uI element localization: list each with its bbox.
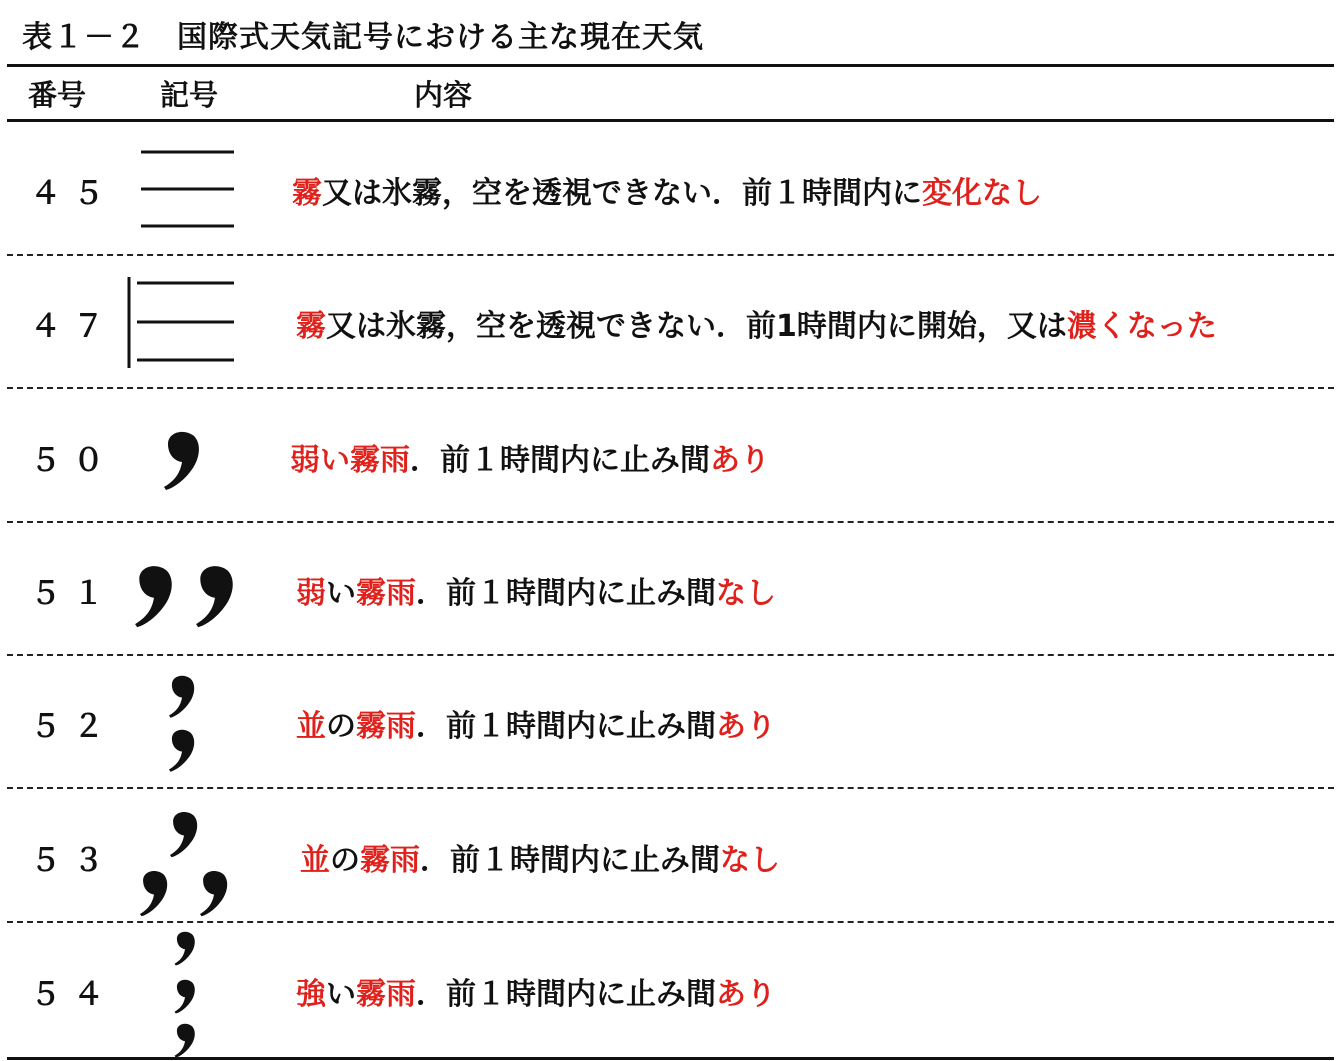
highlight-text: 弱い: [290, 442, 350, 478]
table-title: 表１－２ 国際式天気記号における主な現在天気: [22, 20, 704, 55]
table-row: [0, 924, 1337, 1057]
highlight-text: 並: [300, 842, 330, 878]
description-text: ．前１時間内に止み間: [416, 708, 716, 744]
table-row: [0, 256, 1337, 389]
row-number: ５２: [30, 708, 116, 744]
row-description: [296, 701, 776, 745]
row-divider: [7, 921, 1334, 923]
description-text: ．前１時間内に止み間: [420, 842, 720, 878]
description-text: 又は氷霧，空を透視できない．前１時間内に: [322, 175, 922, 211]
header-number: 番号: [28, 78, 87, 112]
row-description: [296, 301, 1217, 345]
drizzle-two-commas-horizontal-icon: [110, 523, 270, 656]
highlight-text: なし: [716, 575, 776, 611]
description-text: ．前１時間内に止み間: [416, 575, 716, 611]
header-symbol: 記号: [160, 78, 219, 112]
highlight-text: 霧雨: [356, 708, 416, 744]
table-top-rule: [7, 64, 1334, 67]
row-description: [292, 168, 1042, 212]
highlight-text: 霧: [296, 308, 326, 344]
highlight-text: 霧雨: [356, 976, 416, 1012]
row-number: ４７: [30, 308, 116, 344]
header-content: 内容: [414, 78, 473, 112]
row-divider: [7, 387, 1334, 389]
highlight-text: 並: [296, 708, 326, 744]
highlight-text: あり: [716, 708, 776, 744]
row-divider: [7, 787, 1334, 789]
drizzle-one-comma-icon: [110, 390, 270, 523]
row-description: [290, 435, 770, 479]
fog-thickened-icon: [110, 256, 270, 389]
drizzle-two-commas-vertical-icon: [110, 656, 270, 789]
table-row: [0, 123, 1337, 256]
row-description: [300, 835, 780, 879]
drizzle-three-commas-triangle-icon: [110, 790, 270, 923]
highlight-text: なし: [720, 842, 780, 878]
description-text: の: [326, 708, 356, 744]
row-number: ５１: [30, 575, 116, 611]
highlight-text: 霧: [292, 175, 322, 211]
row-description: [296, 969, 776, 1013]
row-number: ４５: [30, 175, 116, 211]
highlight-text: 強: [296, 976, 326, 1012]
table-bottom-rule: [7, 1057, 1334, 1060]
header-rule: [7, 119, 1334, 122]
highlight-text: 霧雨: [350, 442, 410, 478]
description-text: い: [326, 575, 356, 611]
drizzle-three-commas-vertical-icon: [110, 924, 270, 1057]
row-number: ５４: [30, 976, 116, 1012]
highlight-text: 霧雨: [356, 575, 416, 611]
description-text: 又は氷霧，空を透視できない．前1時間内に開始，又は: [326, 308, 1067, 344]
row-description: [296, 568, 776, 612]
highlight-text: あり: [716, 976, 776, 1012]
description-text: い: [326, 976, 356, 1012]
highlight-text: あり: [710, 442, 770, 478]
highlight-text: 濃くなった: [1066, 308, 1217, 344]
table-row: [0, 790, 1337, 923]
table-row: [0, 390, 1337, 523]
description-text: の: [330, 842, 360, 878]
row-number: ５３: [30, 842, 116, 878]
description-text: ．前１時間内に止み間: [410, 442, 710, 478]
description-text: ．前１時間内に止み間: [416, 976, 716, 1012]
row-number: ５０: [30, 442, 116, 478]
table-row: [0, 656, 1337, 789]
fog-three-lines-icon: [110, 123, 270, 256]
highlight-text: 弱: [296, 575, 326, 611]
highlight-text: 変化なし: [922, 175, 1042, 211]
table-row: [0, 523, 1337, 656]
highlight-text: 霧雨: [360, 842, 420, 878]
